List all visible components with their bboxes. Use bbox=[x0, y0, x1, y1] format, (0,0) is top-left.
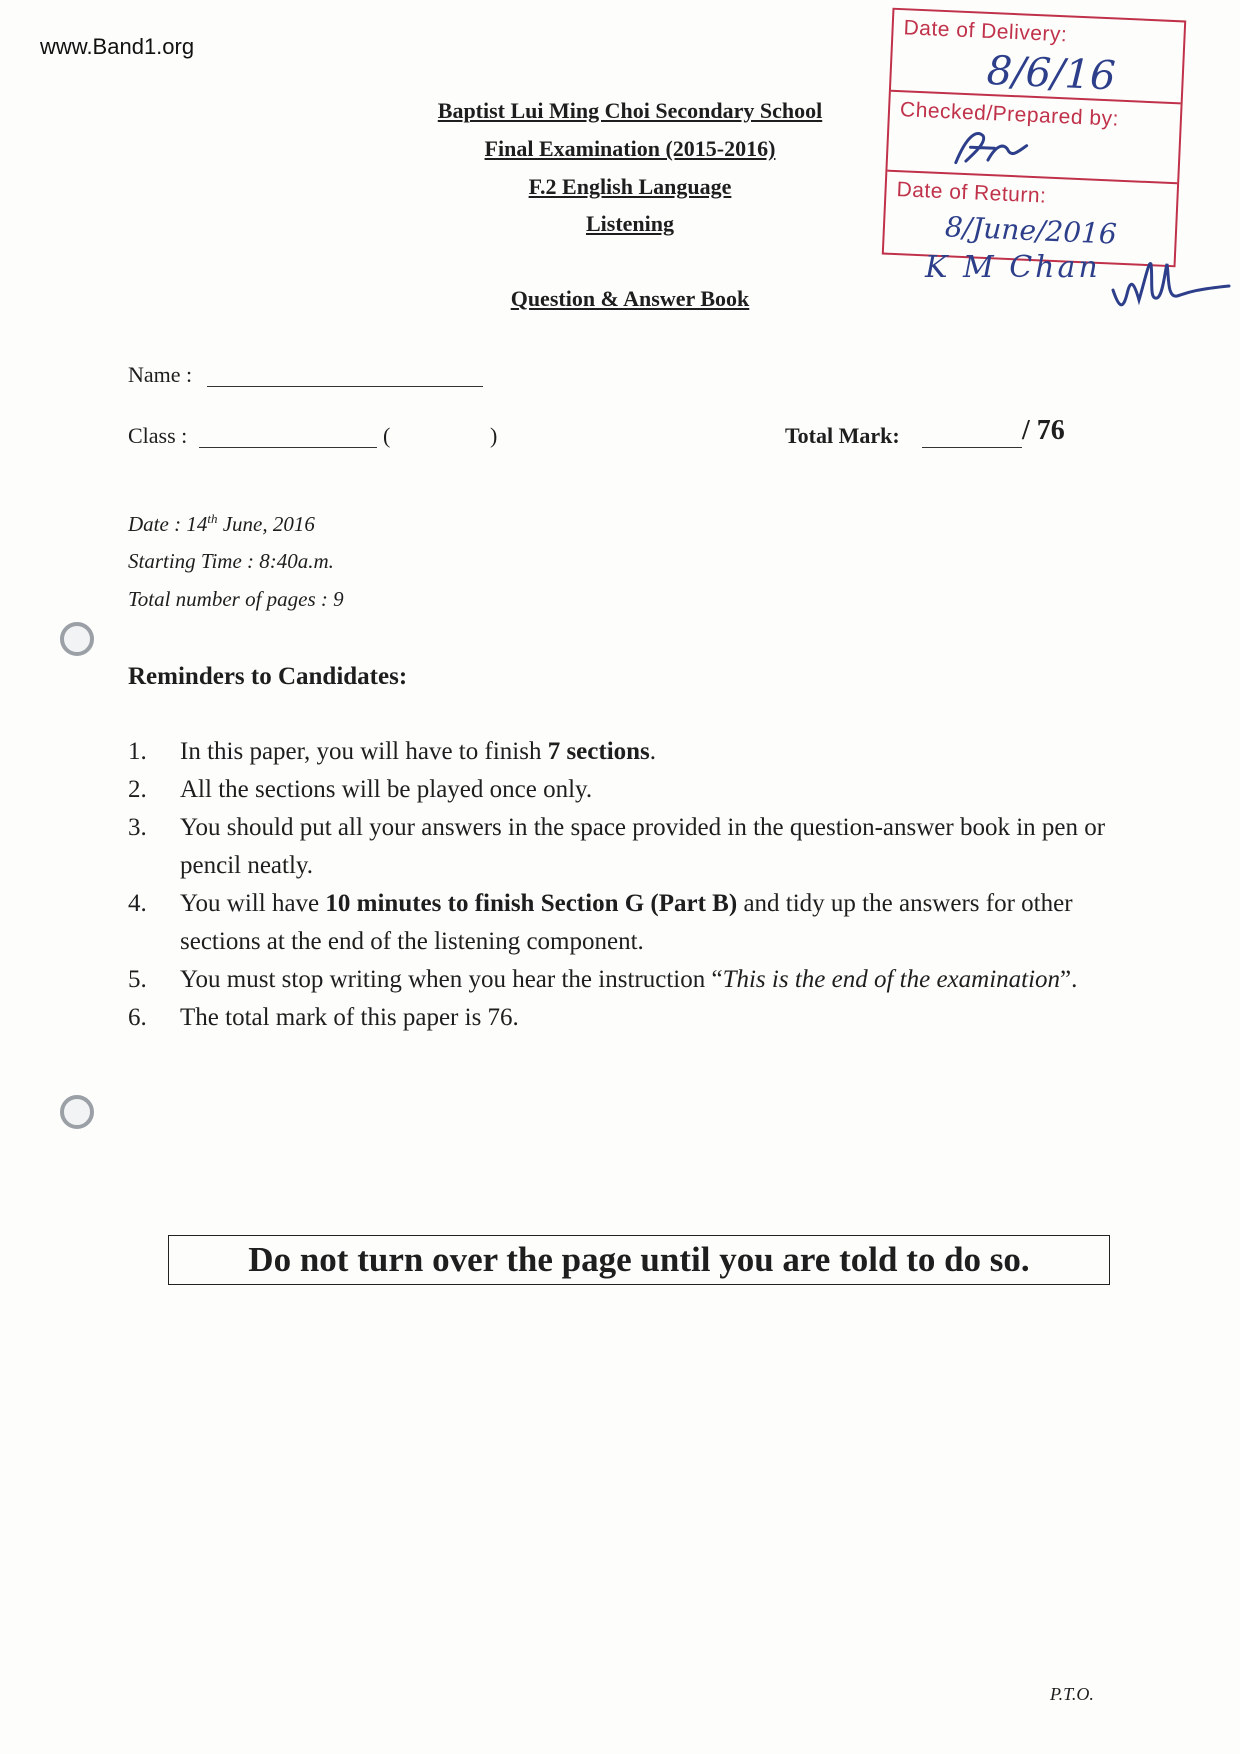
stamp-return-value: 8/June/2016 bbox=[944, 210, 1118, 251]
watermark: www.Band1.org bbox=[40, 34, 195, 59]
stamp-delivery-row bbox=[891, 10, 1184, 103]
reminder-emphasis: 7 sections bbox=[547, 738, 650, 765]
reminder-text: You must stop writing when you hear the instruction “ bbox=[180, 966, 723, 993]
reminder-item bbox=[128, 809, 1138, 885]
reminder-item bbox=[128, 885, 1138, 961]
handwritten-name: K M Chan bbox=[925, 250, 1101, 285]
stamp-delivery-label: Date of Delivery: bbox=[903, 16, 1068, 47]
page-turn-over: P.T.O. bbox=[1050, 1684, 1094, 1704]
exam-date-prefix: Date : 14 bbox=[128, 512, 208, 536]
exam-title: Final Examination (2015-2016) bbox=[484, 136, 776, 161]
stamp-return-label: Date of Return: bbox=[896, 178, 1047, 208]
reminder-text: All the sections will be played once only. bbox=[180, 776, 593, 803]
paper-title: Listening bbox=[585, 211, 675, 236]
total-pages: Total number of pages : 9 bbox=[128, 587, 344, 611]
book-title: Question & Answer Book bbox=[510, 286, 750, 311]
stamp-checked-label: Checked/Prepared by: bbox=[899, 98, 1120, 131]
reminder-item bbox=[128, 999, 1138, 1037]
exam-date-suffix-sup: th bbox=[207, 511, 218, 526]
class-number-open: ( bbox=[383, 423, 391, 448]
office-stamp bbox=[882, 8, 1186, 268]
reminder-number: 2. bbox=[128, 776, 147, 803]
reminder-item bbox=[128, 771, 1138, 809]
punch-hole bbox=[60, 1095, 94, 1129]
reminder-number: 5. bbox=[128, 966, 147, 993]
exam-date bbox=[128, 511, 315, 537]
class-label: Class : bbox=[128, 423, 188, 448]
signature-mark bbox=[1105, 250, 1235, 320]
reminder-item bbox=[128, 961, 1138, 999]
total-mark-field[interactable] bbox=[922, 447, 1022, 448]
reminder-number: 6. bbox=[128, 1004, 147, 1031]
reminder-text: You will have bbox=[180, 890, 326, 917]
class-field[interactable] bbox=[199, 447, 377, 448]
reminders-list bbox=[128, 733, 1138, 1037]
exam-date-suffix: June, 2016 bbox=[217, 512, 315, 536]
punch-hole bbox=[60, 622, 94, 656]
reminder-number: 3. bbox=[128, 814, 147, 841]
name-label: Name : bbox=[128, 362, 193, 387]
total-mark-out-of: / 76 bbox=[1022, 415, 1065, 446]
reminder-item bbox=[128, 733, 1138, 771]
reminder-emphasis: 10 minutes to finish Section G (Part B) bbox=[325, 890, 738, 917]
reminders-title: Reminders to Candidates: bbox=[128, 663, 408, 690]
reminder-text: and tidy up the answers for other sections at the end of the listening component. bbox=[180, 890, 1073, 955]
reminder-number: 4. bbox=[128, 890, 147, 917]
reminder-number: 1. bbox=[128, 738, 147, 765]
school-name: Baptist Lui Ming Choi Secondary School bbox=[437, 98, 823, 123]
do-not-turn-notice: Do not turn over the page until you are told to do so. bbox=[168, 1235, 1110, 1285]
starting-time: Starting Time : 8:40a.m. bbox=[128, 549, 334, 573]
reminder-text: You should put all your answers in the space provided in the question-answer book in pen or pencil neatly. bbox=[180, 814, 1106, 879]
checker-initials-mark bbox=[948, 124, 1040, 173]
reminder-text: . bbox=[649, 738, 657, 765]
reminder-text: ”. bbox=[1060, 966, 1078, 993]
subject-title: F.2 English Language bbox=[528, 174, 732, 199]
reminder-quote: This is the end of the examination bbox=[722, 966, 1061, 993]
reminder-text: The total mark of this paper is 76. bbox=[180, 1004, 519, 1031]
reminder-text: In this paper, you will have to finish bbox=[180, 738, 548, 765]
stamp-delivery-value: 8/6/16 bbox=[985, 47, 1117, 100]
stamp-checked-row bbox=[887, 90, 1180, 185]
class-number-close: ) bbox=[490, 423, 498, 448]
name-field[interactable] bbox=[207, 386, 483, 387]
total-mark-label: Total Mark: bbox=[785, 423, 900, 448]
